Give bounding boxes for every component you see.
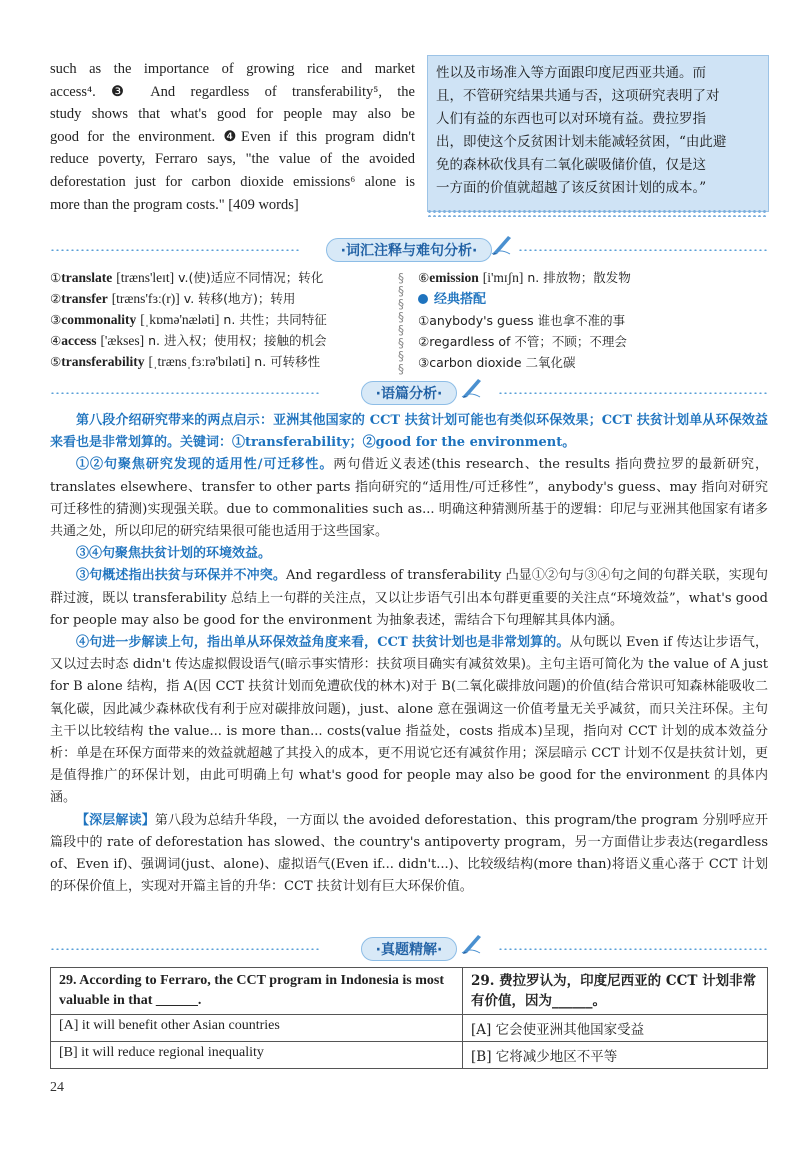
passage-line: more than the program costs." [409 words] (50, 196, 299, 213)
option-cn: [B] 它将减少地区不平等 (463, 1042, 768, 1069)
vocab-item: ④access ['ækses] n. 进入权；使用权；接触的机会 (50, 333, 327, 348)
analysis-body (50, 410, 768, 898)
translation-line: 且，不管研究结果共通与否，这项研究表明了对 (436, 88, 720, 104)
passage (50, 58, 415, 216)
translation-line: 出，即使这个反贫困计划未能减轻贫困，“由此避 (436, 134, 727, 150)
passage-line: such as the importance of growing rice and market (50, 61, 415, 77)
bullet-dot-icon (418, 294, 428, 304)
exam-section-header (50, 937, 768, 961)
option-en: [B] it will reduce regional inequality (51, 1042, 463, 1069)
translation-line: 一方面的价值就超越了该反贫困计划的成本。” (436, 180, 707, 196)
vocab-section-title: ·词汇注释与难句分析· (326, 238, 493, 262)
passage-line: access⁴. ❸ And regardless of transferability⁵, the (50, 83, 415, 100)
question-cn: 29. 费拉罗认为，印度尼西亚的 CCT 计划非常有价值，因为______。 (463, 968, 768, 1015)
translation-line: 人们有益的东西也可以对环境有益。费拉罗指 (436, 111, 706, 127)
pen-icon (490, 232, 514, 256)
translation-line: 免的森林砍伐具有二氧化碳吸储价值，仅是这 (436, 157, 706, 173)
table-row (51, 1015, 768, 1042)
option-en: [A] it will benefit other Asian countries (51, 1015, 463, 1042)
table-row (51, 1042, 768, 1069)
analysis-section-header (50, 381, 768, 405)
exam-section-title: ·真题精解· (361, 937, 458, 961)
exam-question-table (50, 967, 768, 1069)
vocab-section-header (50, 238, 768, 262)
vocab-right-column (418, 267, 768, 373)
deep-reading-paragraph: 【深层解读】第八段为总结升华段，一方面以 the avoided deforestation、this program/the program 分别呼应开篇段中的 rate of deforestation has slowed、the country's antipoverty program，另一方面借让步表达(regardless of、Even if)、强调词(just、alone)、虚拟语气(Even if... didn't...)、比较级结构(more than)将语义重心落于 CCT 计划的环保价值上，实现对开篇主旨的升华：CCT 扶贫计划有巨大环保价值。 (50, 812, 768, 895)
analysis-paragraph: ③句概述指出扶贫与环保并不冲突。And regardless of transferability 凸显①②句与③④句之间的句群关联，实现句群过渡，既以 transferability 总结上一句群的关注点，又以让步语气引出本句群更重要的关注点“环境效益”，what's good for people may also be good for the environment 为抽象表述，需结合下句理解其具体内涵。 (50, 568, 768, 628)
vocab-list (50, 267, 390, 372)
pen-icon (460, 375, 484, 399)
vocab-item: ⑥emission [i'mɪʃn] n. 排放物；散发物 (418, 270, 631, 285)
analysis-paragraph: ④句进一步解读上句，指出单从环保效益角度来看，CCT 扶贫计划也是非常划算的。从句既以 Even if 传达让步语气，又以过去时态 didn't 传达虚拟假设语气(暗示事实情形：扶贫项目确实有减贫效果)。主句主语可简化为 the value of A just for B alone 结构，指 A(因 CCT 扶贫计划而免遭砍伐的林木)对于 B(二氧化碳排放问题)的价值(结合常识可知森林能吸收二氧化碳，因此减少森林砍伐有利于应对碳排放问题)，just、alone 意在强调这一价值考量无关乎减贫，而只关注环保。主句主干以比较结构 the value... is more than... costs(value 指益处，costs 指成本)呈现，指向对 CCT 计划的成本效益分析：单是在环保方面带来的效益就超越了其投入的成本，更不用说它还有减贫作用；深层暗示 CCT 计划不仅是扶贫计划，更是值得推广的环保计划，由此可明确上句 what's good for people may also be good for the environment 的具体内涵。 (50, 635, 768, 806)
translation-line: 性以及市场准入等方面跟印度尼西亚共通。而 (436, 65, 706, 81)
passage-line: deforestation just for carbon dioxide emissions⁶ alone is (50, 173, 415, 190)
vocab-item: ③commonality [ˌkɒmə'næləti] n. 共性；共同特征 (50, 312, 327, 327)
question-en: 29. According to Ferraro, the CCT program in Indonesia is most valuable in that ______. (51, 968, 463, 1015)
translation-box-dotted-border (427, 209, 767, 217)
option-cn: [A] 它会使亚洲其他国家受益 (463, 1015, 768, 1042)
passage-line: study shows that what's good for people may also be (50, 106, 415, 123)
translation-box (427, 55, 769, 212)
analysis-subheading: ③④句聚焦扶贫计划的环境效益。 (76, 546, 272, 562)
passage-line: reduce poverty, Ferraro says, "the value of the avoided (50, 151, 415, 168)
passage-line: good for the environment. ❹Even if this program didn't (50, 128, 415, 145)
table-row (51, 968, 768, 1015)
pen-icon (460, 931, 484, 955)
analysis-section-title: ·语篇分析· (361, 381, 458, 405)
analysis-intro: 第八段介绍研究带来的两点启示：亚洲其他国家的 CCT 扶贫计划可能也有类似环保效果；CCT 扶贫计划单从环保效益来看也是非常划算的。关键词：①transferability；②good for the environment。 (50, 413, 768, 451)
vocab-item: ⑤transferability [ˌtrænsˌfɜːrə'bɪləti] n. 可转移性 (50, 354, 321, 369)
collocation-item: ①anybody's guess 谁也拿不准的事 (418, 313, 626, 328)
collocation-item: ②regardless of 不管；不顾；不理会 (418, 334, 627, 349)
collocation-item: ③carbon dioxide 二氧化碳 (418, 355, 576, 370)
column-divider: § § § § § § § § (398, 271, 404, 376)
vocab-item: ①translate [træns'leɪt] v.(使)适应不同情况；转化 (50, 270, 324, 285)
vocab-item: ②transfer [træns'fɜː(r)] v. 转移(地方)；转用 (50, 291, 296, 306)
classic-collocation-header: 经典搭配 (418, 288, 768, 310)
page-number: 24 (50, 1080, 64, 1095)
analysis-paragraph: ①②句聚焦研究发现的适用性/可迁移性。两句借近义表述(this research、the results 指向费拉罗的最新研究，translates elsewhere、transfer to other parts 指向研究的“适用性/可迁移性”，anybody's guess、may 指向对研究可迁移性的猜测)实现强关联。due to commonalities such as... 明确这种猜测所基于的逻辑：印尼与亚洲其他国家有诸多共通之处，所以印尼的研究结果很可能也适用于这些国家。 (50, 457, 768, 540)
